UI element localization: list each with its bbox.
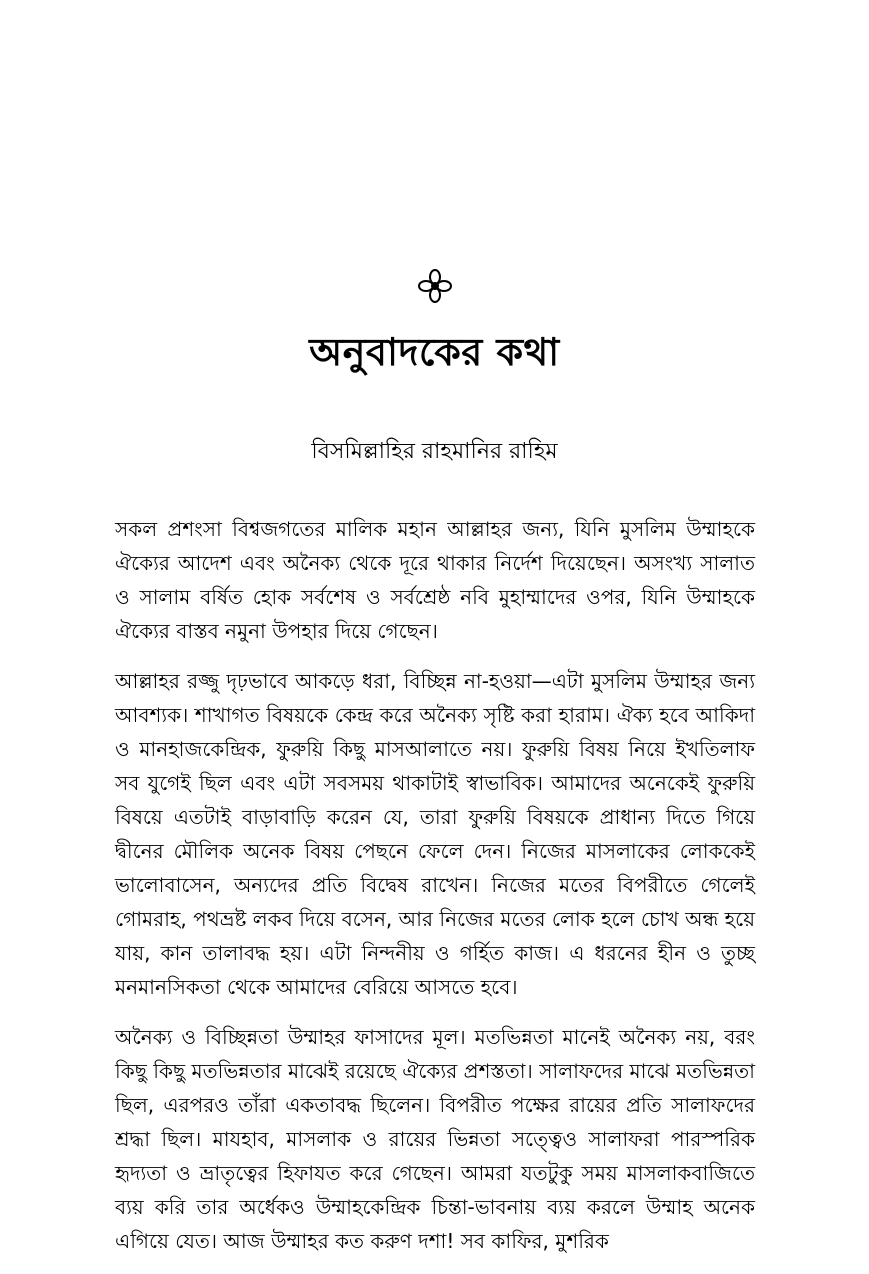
paragraph: অনৈক্য ও বিচ্ছিন্নতা উম্মাহর ফাসাদের মূল। মতভিন্নতা মানেই অনৈক্য নয়, বরং কিছু কিছু মতভিন্নতার মাঝেই রয়েছে ঐক্যের প্রশস্ততা। সালাফদের মাঝে মতভিন্নতা ছিল, এরপরও তাঁরা একতাবদ্ধ ছিলেন। বিপরীত পক্ষের রায়ের প্রতি সালাফদের শ্রদ্ধা ছিল। মাযহাব, মাসলাক ও রায়ের ভিন্নতা সত্ত্বেও সালাফরা পারস্পরিক হৃদ্যতা ও ভ্রাতৃত্বের হিফাযত করে গেছেন। আমরা যতটুকু সময় মাসলাকবাজিতে ব্যয় করি তার অর্ধেকও উম্মাহকেন্দ্রিক চিন্তা-ভাবনায় ব্যয় করলে উম্মাহ অনেক এগিয়ে যেত। আজ উম্মাহর কত করুণ দশা! সব কাফির, মুশরিক: [115, 1025, 755, 1253]
flower-ornament-icon: [417, 268, 453, 304]
body-text: [115, 512, 755, 1274]
paragraph: সকল প্রশংসা বিশ্বজগতের মালিক মহান আল্লাহর জন্য, যিনি মুসলিম উম্মাহকে ঐক্যের আদেশ এবং অনৈক্য থেকে দূরে থাকার নির্দেশ দিয়েছেন। অসংখ্য সালাত ও সালাম বর্ষিত হোক সর্বশেষ ও সর্বশ্রেষ্ঠ নবি মুহাম্মাদের ওপর, যিনি উম্মাহকে ঐক্যের বাস্তব নমুনা উপহার দিয়ে গেছেন।: [115, 517, 755, 643]
subtitle: বিসমিল্লাহির রাহমানির রাহিম: [311, 439, 558, 464]
paragraph: আল্লাহর রজ্জু দৃঢ়ভাবে আকড়ে ধরা, বিচ্ছিন্ন না-হওয়া—এটা মুসলিম উম্মাহর জন্য আবশ্যক। শাখাগত বিষয়কে কেন্দ্র করে অনৈক্য সৃষ্টি করা হারাম। ঐক্য হবে আকিদা ও মানহাজকেন্দ্রিক, ফুরুয়ি কিছু মাসআলাতে নয়। ফুরুয়ি বিষয় নিয়ে ইখতিলাফ সব যুগেই ছিল এবং এটা সবসময় থাকাটাই স্বাভাবিক। আমাদের অনেকেই ফুরুয়ি বিষয়ে এতটাই বাড়াবাড়ি করেন যে, তারা ফুরুয়ি বিষয়কে প্রাধান্য দিতে গিয়ে দ্বীনের মৌলিক অনেক বিষয় পেছনে ফেলে দেন। নিজের মাসলাকের লোককেই ভালোবাসেন, অন্যদের প্রতি বিদ্বেষ রাখেন। নিজের মতের বিপরীতে গেলেই গোমরাহ, পথভ্রষ্ট লকব দিয়ে বসেন, আর নিজের মতের লোক হলে চোখ অন্ধ হয়ে যায়, কান তালাবদ্ধ হয়। এটা নিন্দনীয় ও গর্হিত কাজ। এ ধরনের হীন ও তুচ্ছ মনমানসিকতা থেকে আমাদের বেরিয়ে আসতে হবে।: [115, 669, 755, 999]
ornament: [0, 268, 869, 304]
page-title: অনুবাদকের কথা: [309, 330, 560, 374]
